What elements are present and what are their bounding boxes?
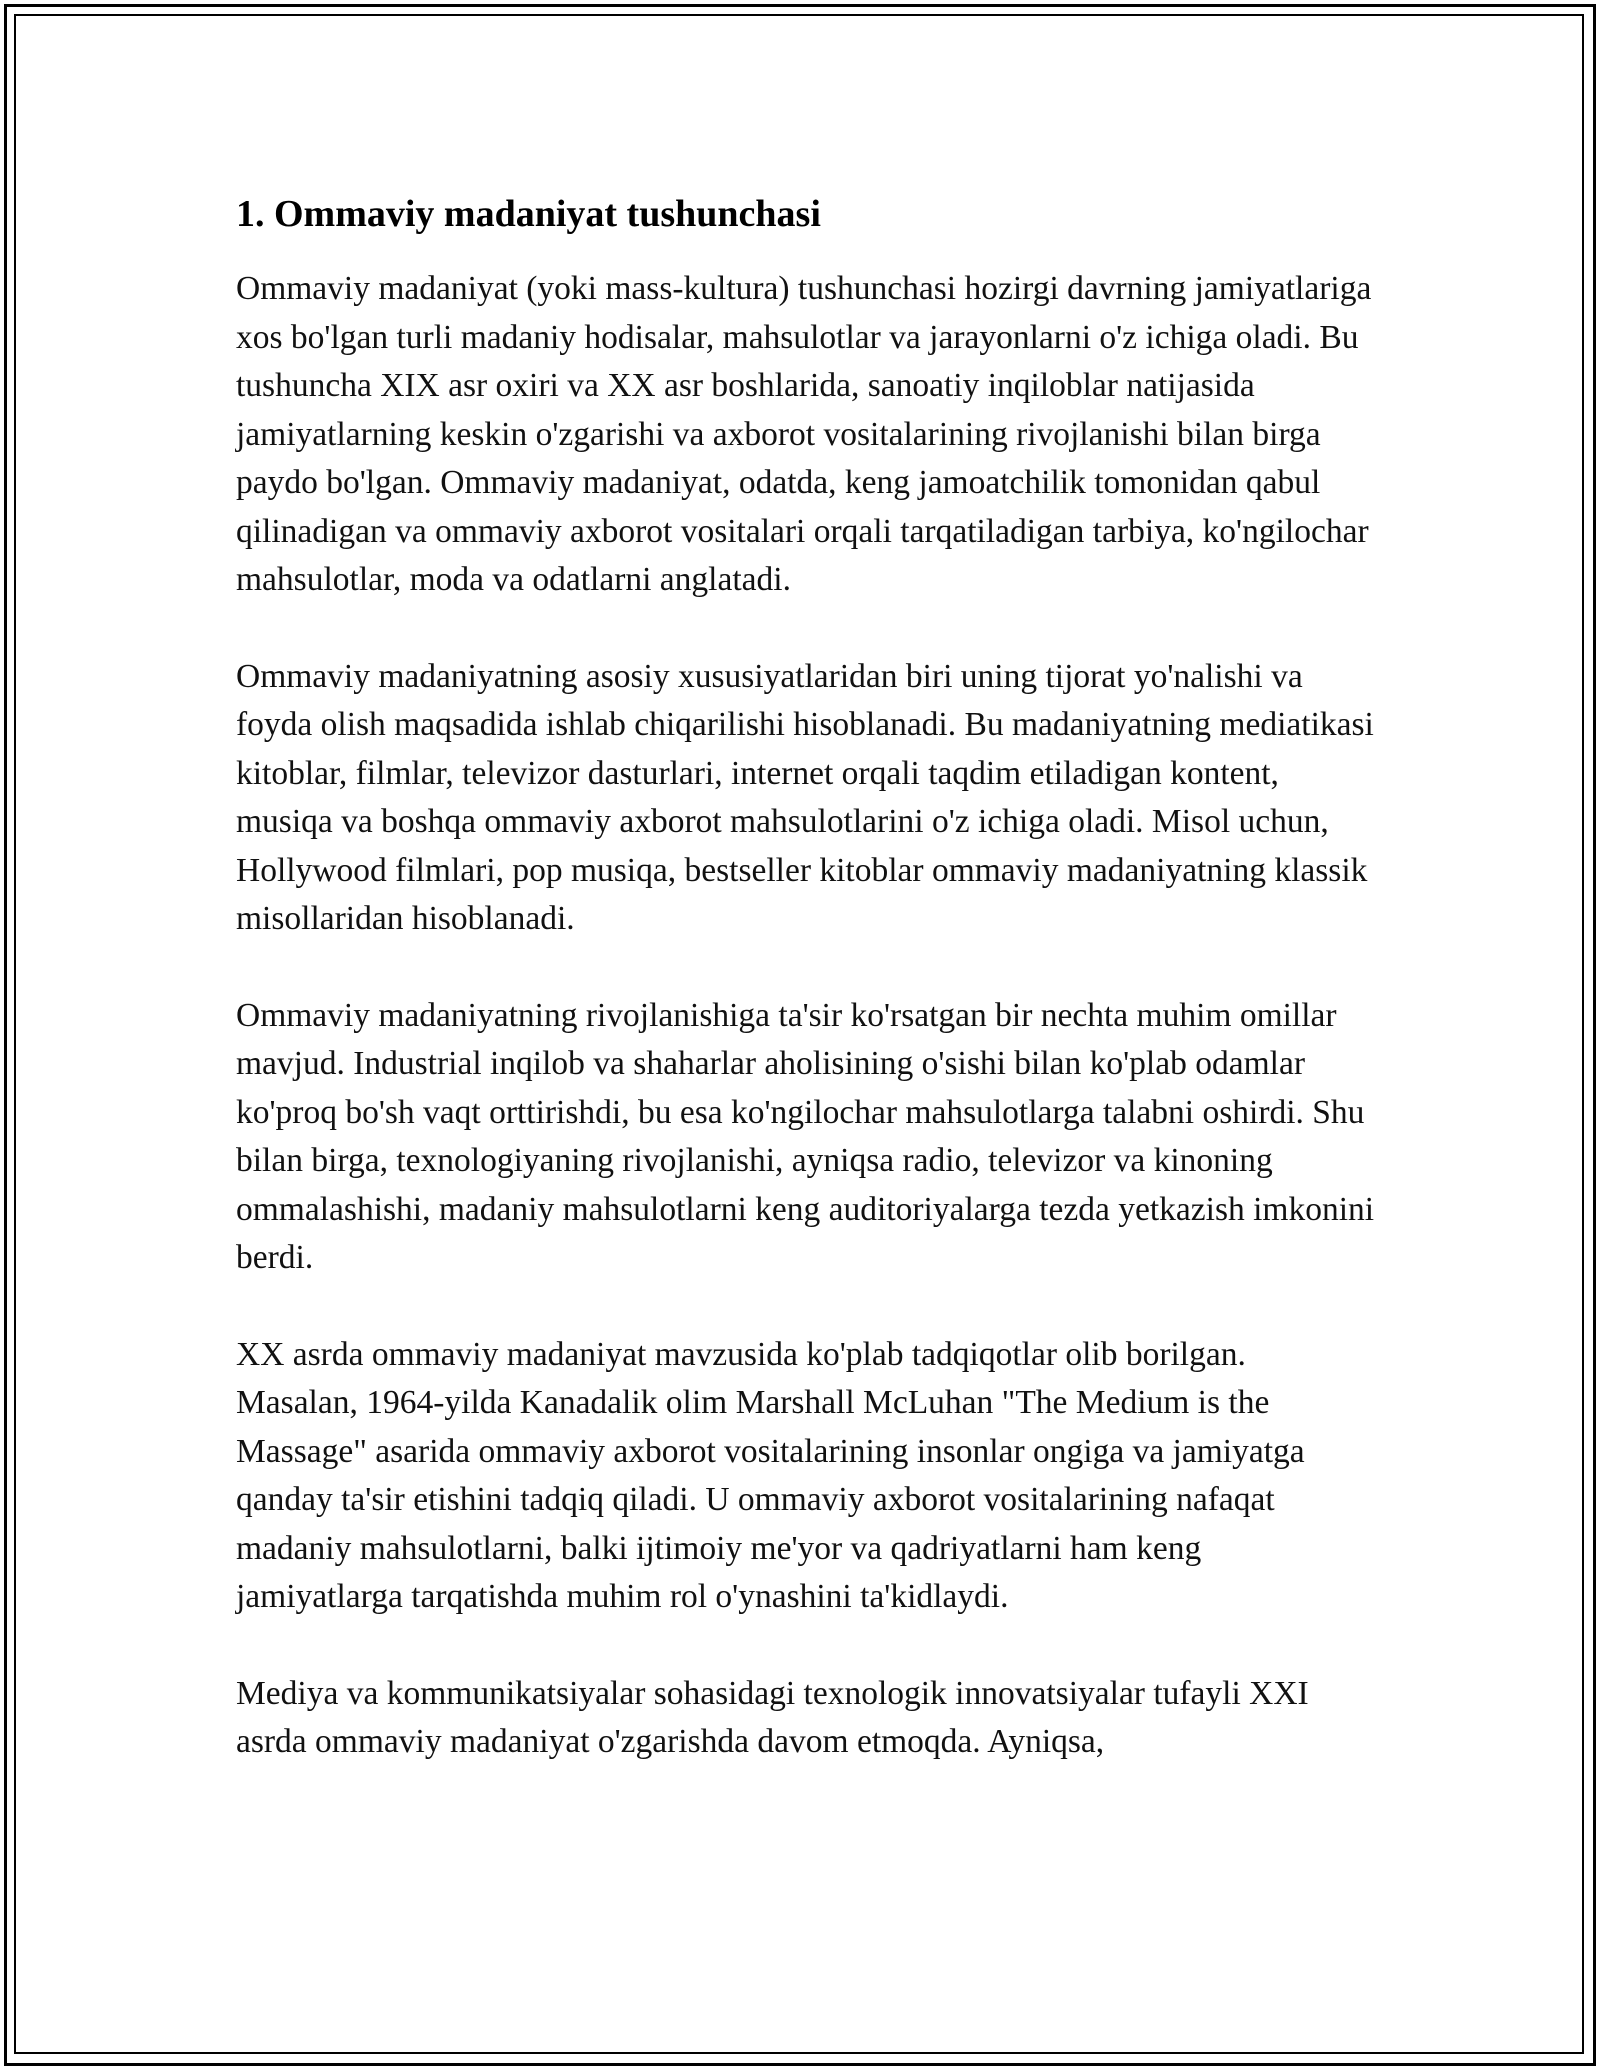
paragraph-5: Mediya va kommunikatsiyalar sohasidagi texnologik innovatsiyalar tufayli XXI asrda ommaviy madaniyat o'zgarishda davom etmoqda. Ayniqsa, (236, 1674, 1309, 1760)
document-body (236, 185, 1376, 1815)
paragraph-3: Ommaviy madaniyatning rivojlanishiga ta'sir ko'rsatgan bir nechta muhim omillar mavjud. Industrial inqilob va shaharlar aholisining o'sishi bilan ko'plab odamlar ko'proq bo'sh vaqt orttirishdi, bu esa ko'ngilochar mahsulotlarga talabni oshirdi. Shu bilan birga, texnologiyaning rivojlanishi, ayniqsa radio, televizor va kinoning ommalashishi, madaniy mahsulotlarni keng auditoriyalarga tezda yetkazish imkonini berdi. (236, 996, 1375, 1276)
section-heading: 1. Ommaviy madaniyat tushunchasi (236, 193, 821, 235)
paragraph-4: XX asrda ommaviy madaniyat mavzusida ko'plab tadqiqotlar olib borilgan. Masalan, 1964-yilda Kanadalik olim Marshall McLuhan "The Medium is the Massage" asarida ommaviy axborot vositalarining insonlar ongiga va jamiyatga qanday ta'sir etishini tadqiq qiladi. U ommaviy axborot vositalarining nafaqat madaniy mahsulotlarni, balki ijtimoiy me'yor va qadriyatlarni ham keng jamiyatlarga tarqatishda muhim rol o'ynashini ta'kidlaydi. (236, 1335, 1305, 1615)
paragraph-2: Ommaviy madaniyatning asosiy xususiyatlaridan biri uning tijorat yo'nalishi va foyda olish maqsadida ishlab chiqarilishi hisoblanadi. Bu madaniyatning mediatikasi kitoblar, filmlar, televizor dasturlari, internet orqali taqdim etiladigan kontent, musiqa va boshqa ommaviy axborot mahsulotlarini o'z ichiga oladi. Misol uchun, Hollywood filmlari, pop musiqa, bestseller kitoblar ommaviy madaniyatning klassik misollaridan hisoblanadi. (236, 657, 1374, 937)
paragraph-1: Ommaviy madaniyat (yoki mass-kultura) tushunchasi hozirgi davrning jamiyatlariga xos bo'lgan turli madaniy hodisalar, mahsulotlar va jarayonlarni o'z ichiga oladi. Bu tushuncha XIX asr oxiri va XX asr boshlarida, sanoatiy inqiloblar natijasida jamiyatlarning keskin o'zgarishi va axborot vositalarining rivojlanishi bilan birga paydo bo'lgan. Ommaviy madaniyat, odatda, keng jamoatchilik tomonidan qabul qilinadigan va ommaviy axborot vositalari orqali tarqatiladigan tarbiya, ko'ngilochar mahsulotlar, moda va odatlarni anglatadi. (236, 270, 1372, 598)
